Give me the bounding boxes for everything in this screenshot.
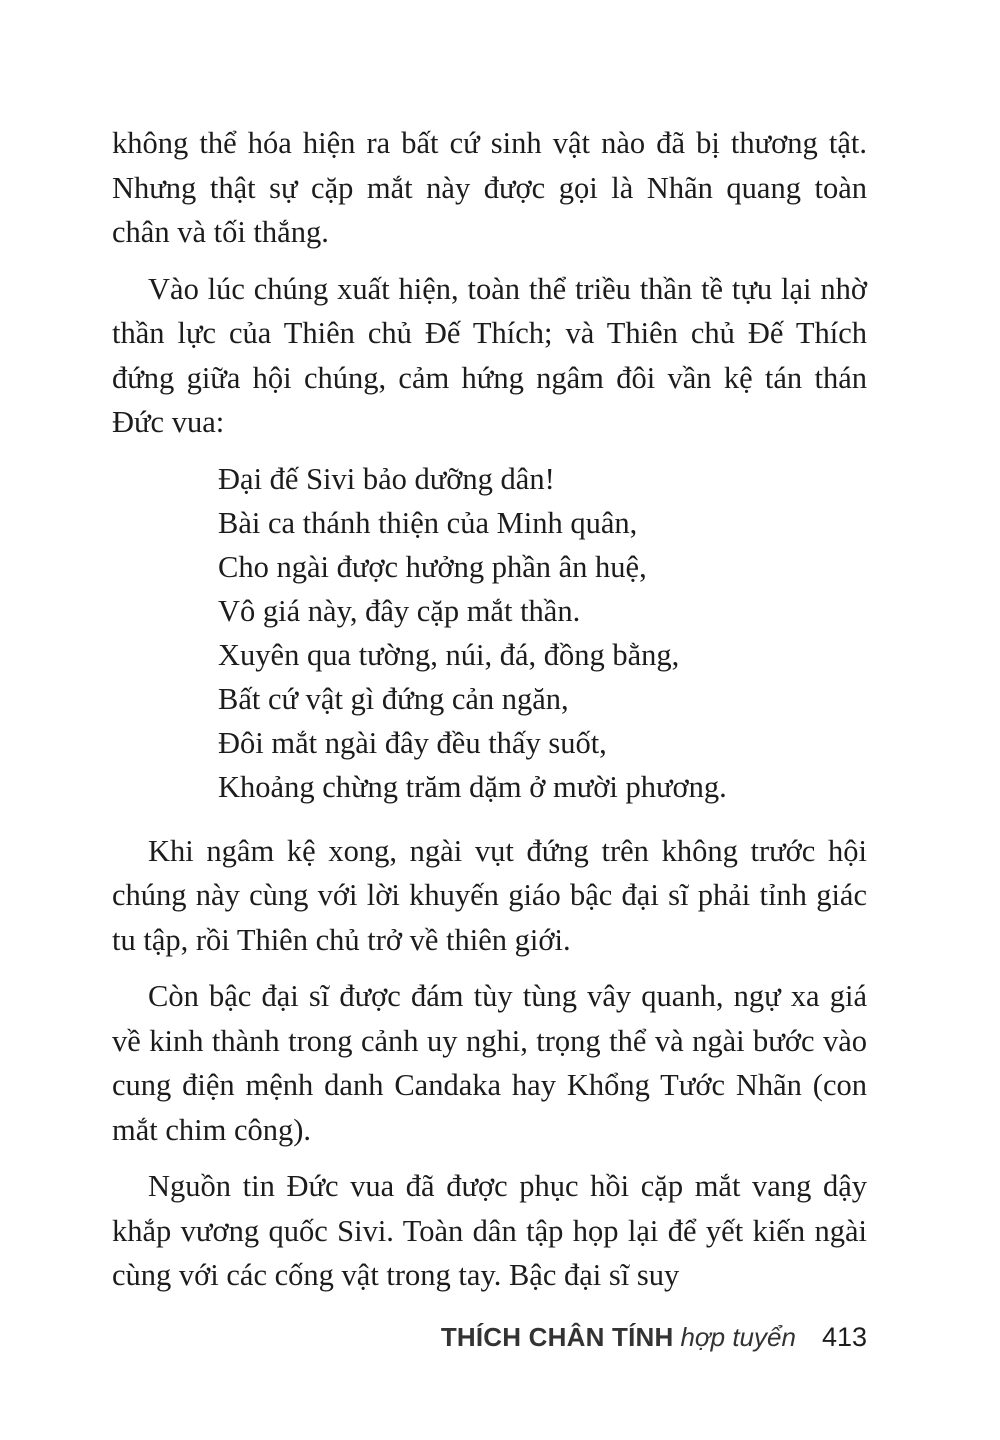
verse-line: Vô giá này, đây cặp mắt thần. bbox=[218, 593, 581, 628]
paragraph: Vào lúc chúng xuất hiện, toàn thể triều thần tề tựu lại nhờ thần lực của Thiên chủ Đế Thích; và Thiên chủ Đế Thích đứng giữa hội chúng, cảm hứng ngâm đôi vần kệ tán thán Đức vua: bbox=[112, 271, 867, 439]
verse-line: Đại đế Sivi bảo dưỡng dân! bbox=[218, 461, 555, 496]
verse-line: Bài ca thánh thiện của Minh quân, bbox=[218, 505, 638, 540]
verse-line: Bất cứ vật gì đứng cản ngăn, bbox=[218, 681, 569, 716]
page-footer bbox=[0, 1322, 867, 1353]
paragraph: Khi ngâm kệ xong, ngài vụt đứng trên không trước hội chúng này cùng với lời khuyến giáo bậc đại sĩ phải tỉnh giác tu tập, rồi Thiên chủ trở về thiên giới. bbox=[112, 833, 867, 957]
paragraph-continued: không thể hóa hiện ra bất cứ sinh vật nào đã bị thương tật. Nhưng thật sự cặp mắt này được gọi là Nhãn quang toàn chân và tối thắng. bbox=[112, 126, 867, 249]
page-body bbox=[112, 121, 867, 1310]
page-number: 413 bbox=[821, 1322, 867, 1352]
verse-line: Khoảng chừng trăm dặm ở mười phương. bbox=[218, 769, 727, 804]
verse-line: Xuyên qua tường, núi, đá, đồng bằng, bbox=[218, 637, 680, 672]
verse-line: Đôi mắt ngài đây đều thấy suốt, bbox=[218, 725, 607, 760]
verse-line: Cho ngài được hưởng phần ân huệ, bbox=[218, 549, 647, 584]
verse-block bbox=[218, 457, 867, 809]
paragraph: Nguồn tin Đức vua đã được phục hồi cặp mắt vang dậy khắp vương quốc Sivi. Toàn dân tập họp lại để yết kiến ngài cùng với các cống vật trong tay. Bậc đại sĩ suy bbox=[112, 1169, 867, 1292]
footer-book-subtitle: hợp tuyển bbox=[680, 1322, 796, 1352]
footer-book-title: THÍCH CHÂN TÍNH bbox=[440, 1322, 674, 1352]
paragraph: Còn bậc đại sĩ được đám tùy tùng vây quanh, ngự xa giá về kinh thành trong cảnh uy nghi, trọng thể và ngài bước vào cung điện mệnh danh Candaka hay Khổng Tước Nhãn (con mắt chim công). bbox=[112, 979, 867, 1147]
